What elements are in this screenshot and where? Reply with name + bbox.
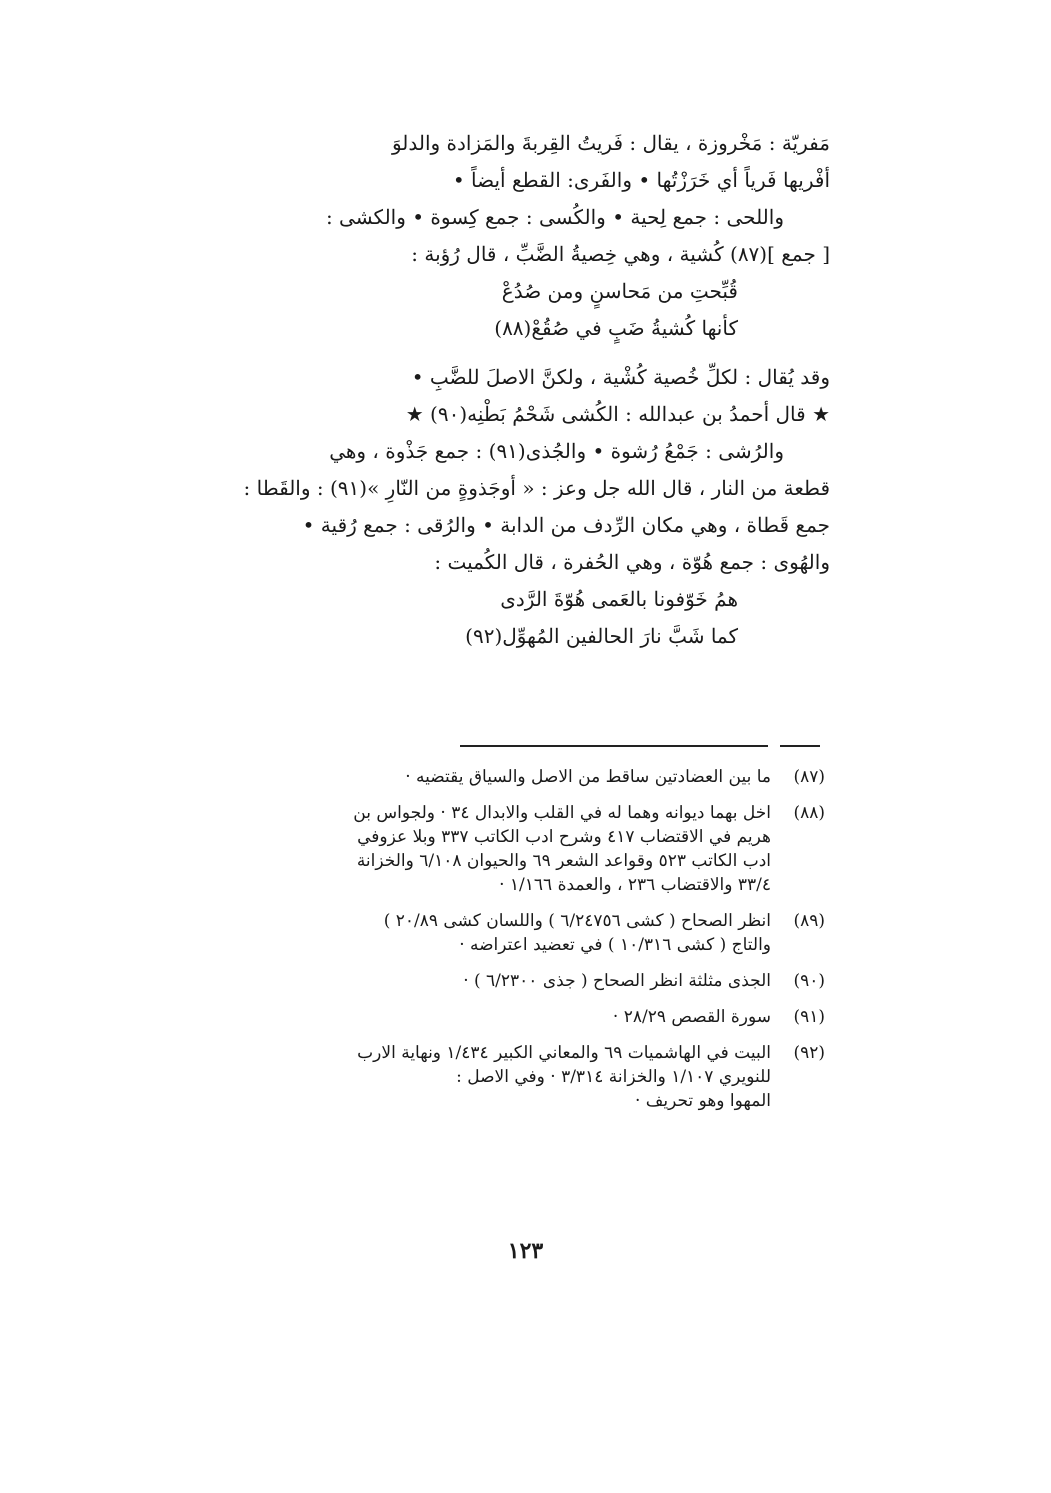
text-line: [ جمع ](٨٧) كُشية ، وهي خِصيةُ الضَّبِّ ، قال رُؤبة : bbox=[411, 242, 830, 266]
footnote bbox=[165, 1041, 825, 1113]
footnote-number: (٩٠) bbox=[793, 971, 825, 991]
footnote-number: (٨٨) bbox=[793, 803, 825, 823]
footnote-line: المهوا وهو تحريف · bbox=[634, 1091, 771, 1111]
footnote-number: (٩٢) bbox=[793, 1043, 825, 1063]
footnote-separator-short bbox=[780, 745, 820, 747]
footnote bbox=[165, 969, 825, 993]
verse-line: كما شَبَّ نارَ الحالفين المُهوِّل(٩٢) bbox=[465, 624, 738, 648]
footnote bbox=[165, 1005, 825, 1029]
text-line: واللحى : جمع لِحية • والكُسى : جمع كِسوة • والكشى : bbox=[325, 205, 784, 229]
text-line: مَفريّة : مَخْروزة ، يقال : فَريتُ القِربةَ والمَزادة والدلوَ bbox=[391, 131, 830, 155]
verse-line: كأنها كُشيةُ ضَبٍ في صُقُعْ(٨٨) bbox=[494, 316, 738, 340]
text-line: قطعة من النار ، قال الله جل وعز : « أوجَذوةٍ من النّارِ »(٩١) : والقَطا : bbox=[243, 476, 830, 500]
text-line: والرُشى : جَمْعُ رُشوة • والجُذى(٩١) : جمع جَذْوة ، وهي bbox=[329, 439, 784, 463]
footnote bbox=[165, 909, 825, 957]
text-line: والهُوى : جمع هُوّة ، وهي الحُفرة ، قال الكُميت : bbox=[434, 550, 830, 574]
text-line: أفْريها فَرياً أي خَرَزْتُها • والفَرى: القطع أيضاً • bbox=[452, 168, 830, 192]
footnote-line: والتاج ( كشى ١٠/٣١٦ ) في تعضيد اعتراضه · bbox=[459, 935, 771, 955]
footnote-line: ما بين العضادتين ساقط من الاصل والسياق يقتضيه · bbox=[405, 767, 771, 787]
footnote-line: انظر الصحاح ( كشى ٦/٢٤٧٥٦ ) واللسان كشى ٢٠/٨٩ ) bbox=[383, 911, 771, 931]
footnote-line: البيت في الهاشميات ٦٩ والمعاني الكبير ١/٤٣٤ ونهاية الارب bbox=[357, 1043, 771, 1063]
text-line: ★ قال أحمدُ بن عبدالله : الكُشى شَحْمُ بَطْنِه(٩٠) ★ bbox=[405, 402, 830, 426]
footnote-number: (٨٧) bbox=[793, 767, 825, 787]
footnote-line: سورة القصص ٢٨/٢٩ · bbox=[612, 1007, 771, 1027]
main-text bbox=[150, 125, 830, 655]
verse-line: قُبِّحتِ من مَحاسنٍ ومن صُدُعْ bbox=[501, 279, 738, 303]
text-line: جمع قَطاة ، وهي مكان الرِّدف من الدابة • والرُقى : جمع رُقية • bbox=[302, 513, 830, 537]
footnote-line: اخل بهما ديوانه وهما له في القلب والابدال ٣٤ · ولجواس بن bbox=[353, 803, 771, 823]
footnote-separator bbox=[460, 745, 768, 747]
footnote-number: (٨٩) bbox=[793, 911, 825, 931]
page-number: ١٢٣ bbox=[507, 1238, 544, 1264]
footnote-line: هريم في الاقتضاب ٤١٧ وشرح ادب الكاتب ٣٣٧ وبلا عزوفي bbox=[357, 827, 771, 847]
footnote-line: الجذى مثلثة انظر الصحاح ( جذى ٦/٢٣٠٠ ) · bbox=[463, 971, 771, 991]
verse-line: همُ خَوّفونا بالعَمى هُوّةَ الرَّدى bbox=[500, 587, 738, 611]
footnote-line: للنويري ١/١٠٧ والخزانة ٣/٣١٤ · وفي الاصل : bbox=[456, 1067, 771, 1087]
footnote bbox=[165, 765, 825, 789]
footnote-line: ٣٣/٤ والاقتضاب ٢٣٦ ، والعمدة ١/١٦٦ · bbox=[499, 875, 771, 895]
text-line: وقد يُقال : لكلِّ خُصية كُشْية ، ولكنَّ الاصلَ للضَّبِ • bbox=[411, 365, 830, 389]
footnote-line: ادب الكاتب ٥٢٣ وقواعد الشعر ٦٩ والحيوان ٦/١٠٨ والخزانة bbox=[356, 851, 771, 871]
footnote bbox=[165, 801, 825, 897]
footnotes bbox=[165, 765, 825, 1125]
footnote-number: (٩١) bbox=[793, 1007, 825, 1027]
